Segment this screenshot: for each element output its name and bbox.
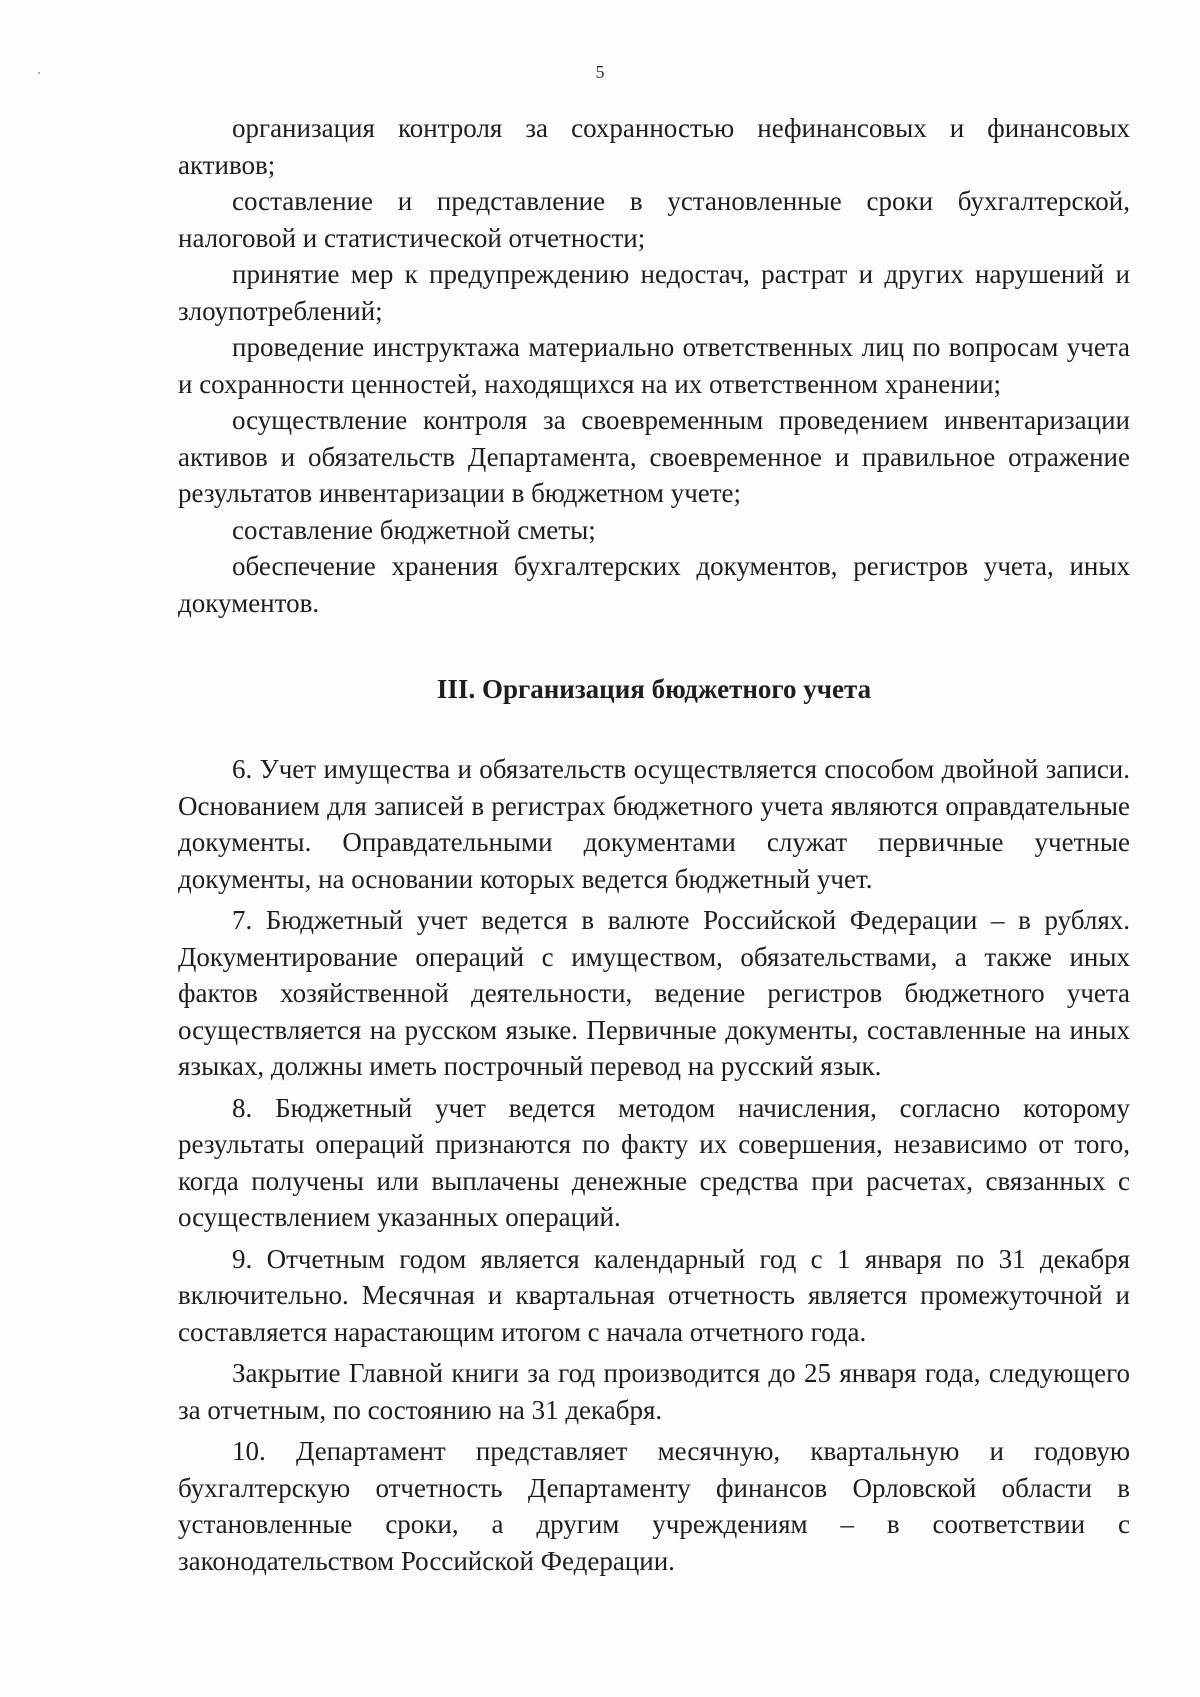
clause-paragraph: 7. Бюджетный учет ведется в валюте Российской Федерации – в рублях. Документирование операций с имуществом, обязательствами, а также иных фактов хозяйственной деятельности, ведение регистров бюджетного учета осуществляется на русском языке. Первичные документы, составленные на иных языках, должны иметь построчный перевод на русский язык.	[178, 905, 1130, 1081]
duty-item: принятие мер к предупреждению недостач, растрат и других нарушений и злоупотреблений;	[178, 259, 1130, 326]
section-heading: III. Организация бюджетного учета	[436, 674, 872, 704]
duty-item: составление бюджетной сметы;	[232, 514, 596, 545]
duty-item: составление и представление в установленные сроки бухгалтерской, налоговой и статистической отчетности;	[178, 186, 1130, 253]
page-number: 5	[595, 62, 605, 82]
clause-paragraph: 9. Отчетным годом является календарный год с 1 января по 31 декабря включительно. Месячная и квартальная отчетность является промежуточной и составляется нарастающим итогом с начала отчетного года.	[178, 1243, 1130, 1347]
duty-item: организация контроля за сохранностью нефинансовых и финансовых активов;	[178, 113, 1130, 180]
duty-item: обеспечение хранения бухгалтерских документов, регистров учета, иных документов.	[178, 551, 1130, 618]
clause-paragraph: 8. Бюджетный учет ведется методом начисления, согласно которому результаты операций признаются по факту их совершения, независимо от того, когда получены или выплачены денежные средства при расчетах, связанных с осуществлением указанных операций.	[178, 1092, 1130, 1232]
duty-item: проведение инструктажа материально ответственных лиц по вопросам учета и сохранности ценностей, находящихся на их ответственном хранении;	[178, 332, 1130, 399]
clause-paragraph: 10. Департамент представляет месячную, квартальную и годовую бухгалтерскую отчетность Департаменту финансов Орловской области в установленные сроки, а другим учреждениям – в соответствии с законодательством Российской Федерации.	[178, 1436, 1130, 1576]
clause-paragraph: Закрытие Главной книги за год производится до 25 января года, следующего за отчетным, по состоянию на 31 декабря.	[178, 1358, 1130, 1425]
duty-item: осуществление контроля за своевременным проведением инвентаризации активов и обязательств Департамента, своевременное и правильное отражение результатов инвентаризации в бюджетном учете;	[178, 405, 1130, 508]
document-body	[178, 110, 1130, 1579]
clause-paragraph: 6. Учет имущества и обязательств осуществляется способом двойной записи. Основанием для записей в регистрах бюджетного учета являются оправдательные документы. Оправдательными документами служат первичные учетные документы, на основании которых ведется бюджетный учет.	[178, 754, 1130, 894]
